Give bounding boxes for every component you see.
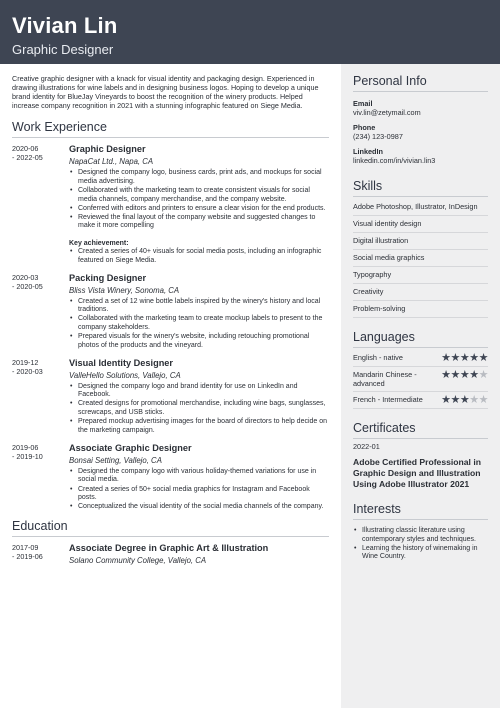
education-list [12,543,329,568]
job-bullets [69,383,329,436]
phone-value[interactable]: (234) 123-0987 [353,132,403,141]
job-bullet: • Created designs for promotional merchandise, including wine bags, sunglasses, screwcaps, and USB sticks. [78,400,329,417]
certificate-date: 2022-01 [353,442,380,451]
star-filled-icon: ★ [469,352,479,364]
section-divider [12,536,329,537]
star-filled-icon: ★ [450,352,460,364]
certificate-name: Adobe Certified Professional in Graphic Design and Illustration Using Adobe Illustrator 2021 [353,457,481,489]
education-entry [12,543,329,568]
star-empty-icon: ★ [478,394,488,406]
job-entry [12,144,329,265]
star-filled-icon: ★ [450,394,460,406]
job-dates [12,443,69,512]
job-start-date: 2019-12 [12,357,39,367]
summary: Creative graphic designer with a knack for visual identity and packaging design. Experienced in drawing illustrations for wine labels and in designing business logos. Hoping to develop a unique brand identity for BlueJay Vineyards to boost the recognition of the winery products. Helped increase company recognition in 2021 with a stunning infographic featured on Siege Media. [12,74,319,111]
job-end-date: - 2020-05 [12,281,43,291]
job-entry [12,273,329,351]
job-content [69,443,329,512]
job-company: Bliss Vista Winery, Sonoma, CA [69,285,180,295]
section-divider [353,347,488,348]
job-bullets [69,298,329,351]
job-entry [12,358,329,436]
key-achievement-bullet: • Created a series of 40+ visuals for social media posts, including an infographic featured on Siege Media. [78,248,329,265]
job-entry [12,443,329,512]
education-heading: Education [12,519,68,534]
job-bullet: • Created a set of 12 wine bottle labels inspired by the winery's history and local traditions. [78,298,329,315]
job-bullet: • Reviewed the final layout of the company website and suggested changes to make it more compelling [78,214,329,231]
job-company: ValleHello Solutions, Vallejo, CA [69,370,181,380]
candidate-title: Graphic Designer [12,42,114,57]
job-dates [12,273,69,351]
interest-item: • Learning the history of winemaking in Wine Country. [362,545,488,562]
job-content [69,358,329,436]
phone-label: Phone [353,123,376,132]
skill-item: Digital illustration [353,233,488,250]
language-rating [441,395,488,405]
job-company: NapaCat Ltd., Napa, CA [69,157,154,167]
job-bullet: • Collaborated with the marketing team to create mockup labels to present to the company stakeholders. [78,315,329,332]
languages-heading: Languages [353,330,415,344]
job-content [69,144,329,265]
job-end-date: - 2019-10 [12,451,43,461]
interests-list [353,527,488,562]
language-item [353,350,488,367]
job-start-date: 2020-06 [12,144,39,154]
languages-list [353,350,488,409]
job-start-date: 2019-06 [12,442,39,452]
section-divider [353,438,488,439]
key-achievement-label: Key achievement: [69,240,129,248]
language-name: English - native [353,353,403,362]
section-divider [353,519,488,520]
job-bullet: • Conferred with editors and printers to ensure a clear vision for the end products. [78,205,329,214]
education-content [69,543,329,568]
education-start-date: 2017-09 [12,543,39,553]
job-title: Packing Designer [69,272,147,283]
job-title: Associate Graphic Designer [69,442,192,453]
job-bullets [69,169,329,231]
job-dates [12,358,69,436]
school-name: Solano Community College, Vallejo, CA [69,556,207,566]
key-achievement-bullets [69,248,329,265]
star-filled-icon: ★ [441,369,451,381]
job-title: Graphic Designer [69,144,146,155]
job-bullet: • Prepared mockup advertising images for the board of directors to help decide on the marketing campaign. [78,418,329,435]
section-divider [353,196,488,197]
job-bullet: • Created a series of 50+ social media graphics for Instagram and Facebook posts. [78,486,329,503]
star-filled-icon: ★ [441,394,451,406]
skill-item: Problem-solving [353,301,488,318]
job-bullet: • Conceptualized the visual identity of the social media channels of the company. [78,503,329,512]
star-filled-icon: ★ [478,352,488,364]
education-end-date: - 2019-06 [12,552,43,562]
personal-info-heading: Personal Info [353,74,427,88]
job-bullet: • Prepared visuals for the winery's website, including retouching promotional photos of the products and the vineyard. [78,333,329,350]
star-filled-icon: ★ [450,369,460,381]
star-filled-icon: ★ [469,369,479,381]
skill-item: Adobe Photoshop, Illustrator, InDesign [353,199,488,216]
job-bullet: • Collaborated with the marketing team to create consistent visuals for social media channels, company merchandise, and the company website. [78,187,329,204]
work-experience-list [12,144,329,512]
language-rating [441,370,488,380]
job-end-date: - 2022-05 [12,153,43,163]
interest-item: • Illustrating classic literature using contemporary styles and techniques. [362,527,488,544]
work-experience-heading: Work Experience [12,120,107,135]
education-dates [12,543,69,568]
job-title: Visual Identity Designer [69,357,173,368]
main-column [0,64,341,708]
resume-header [0,0,500,64]
job-dates [12,144,69,265]
email-label: Email [353,99,373,108]
job-content [69,273,329,351]
language-item [353,367,488,392]
job-bullet: • Designed the company logo with various holiday-themed variations for use in social media. [78,468,329,485]
job-bullet: • Designed the company logo, business cards, print ads, and mockups for social media advertising. [78,169,329,186]
linkedin-value[interactable]: linkedin.com/in/vivian.lin3 [353,156,436,165]
degree-name: Associate Degree in Graphic Art & Illustration [69,543,269,554]
job-bullets [69,468,329,512]
job-start-date: 2020-03 [12,272,39,282]
star-empty-icon: ★ [478,369,488,381]
star-filled-icon: ★ [459,394,470,406]
linkedin-label: LinkedIn [353,147,383,156]
star-empty-icon: ★ [469,394,479,406]
job-end-date: - 2020-03 [12,366,43,376]
certificates-list [353,442,488,490]
star-filled-icon: ★ [459,352,470,364]
skills-heading: Skills [353,179,383,193]
skill-item: Visual identity design [353,216,488,233]
language-name: French - Intermediate [353,395,423,404]
language-name: Mandarin Chinese - advanced [353,370,417,388]
job-company: Bonsai Setting, Vallejo, CA [69,455,162,465]
candidate-name: Vivian Lin [12,13,118,38]
resume-body [0,64,500,708]
job-bullet: • Designed the company logo and brand identity for use on LinkedIn and Facebook. [78,383,329,400]
certificates-heading: Certificates [353,421,416,435]
skill-item: Creativity [353,284,488,301]
skills-list [353,199,488,318]
email-value[interactable]: viv.lin@zetymail.com [353,108,421,117]
interests-heading: Interests [353,502,401,516]
section-divider [353,91,488,92]
section-divider [12,137,329,138]
language-rating [441,353,488,363]
star-filled-icon: ★ [459,369,470,381]
skill-item: Typography [353,267,488,284]
language-item [353,392,488,409]
sidebar [341,64,500,708]
star-filled-icon: ★ [441,352,451,364]
skill-item: Social media graphics [353,250,488,267]
